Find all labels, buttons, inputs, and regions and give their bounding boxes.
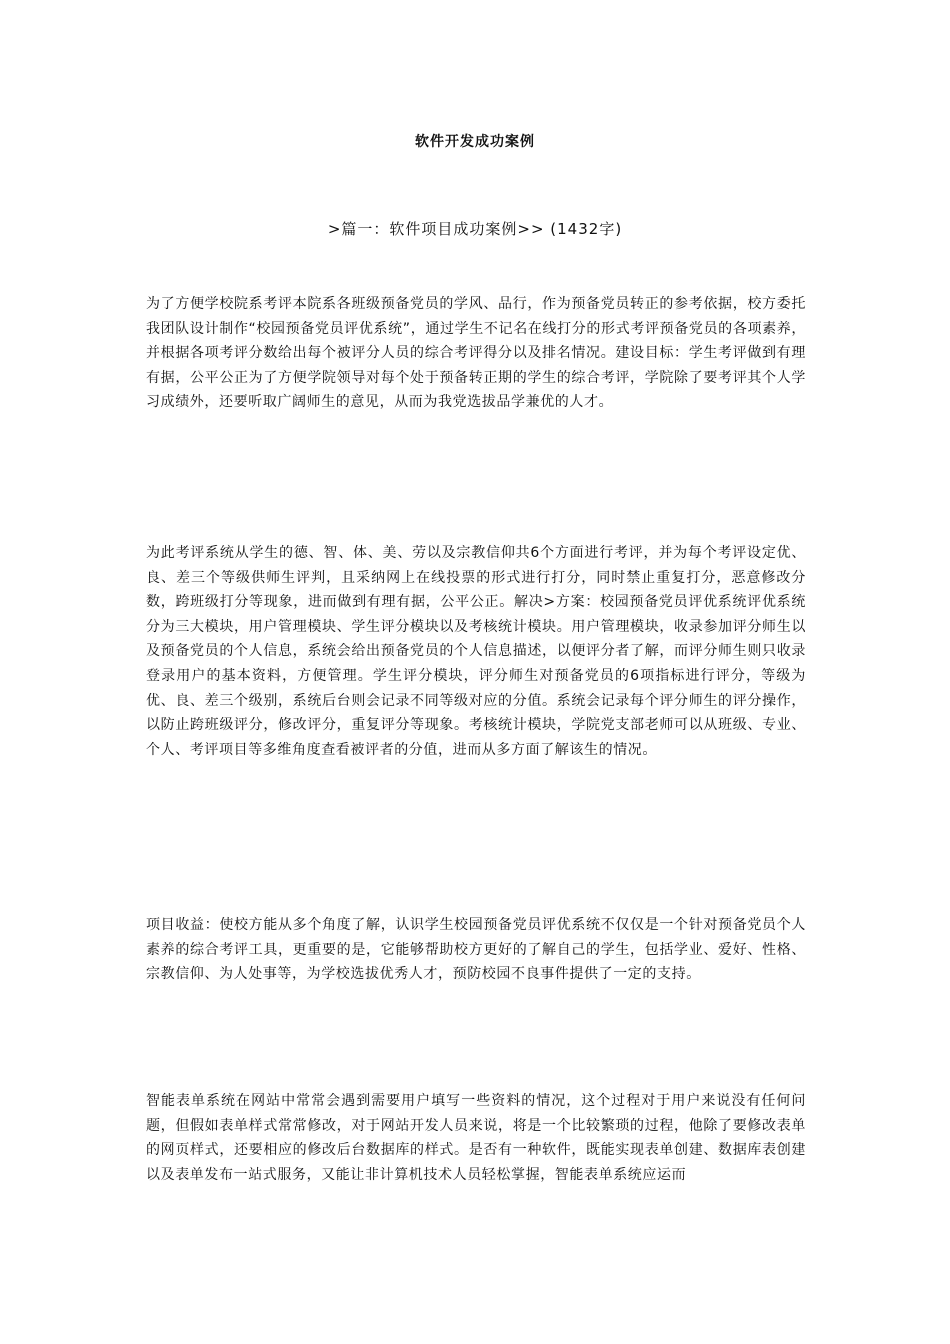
paragraph-solution: 为此考评系统从学生的德、智、体、美、劳以及宗教信仰共6个方面进行考评，并为每个考评设定优、良、差三个等级供师生评判，且采纳网上在线投票的形式进行打分，同时禁止重复打分，恶意修改分数，跨班级打分等现象，进而做到有理有据，公平公正。解决>方案：校园预备党员评优系统评优系统分为三大模块，用户管理模块、学生评分模块以及考核统计模块。用户管理模块，收录参加评分师生以及预备党员的个人信息，系统会给出预备党员的个人信息描述，以便评分者了解，而评分师生则只收录登录用户的基本资料，方便管理。学生评分模块，评分师生对预备党员的6项指标进行评分，等级为优、良、差三个级别，系统后台则会记录不同等级对应的分值。系统会记录每个评分师生的评分操作，以防止跨班级评分，修改评分，重复评分等现象。考核统计模块，学院党支部老师可以从班级、专业、个人、考评项目等多维角度查看被评者的分值，进而从多方面了解该生的情况。 — [146, 545, 806, 758]
paragraph-benefits: 项目收益：使校方能从多个角度了解，认识学生校园预备党员评优系统不仅仅是一个针对预备党员个人素养的综合考评工具，更重要的是，它能够帮助校方更好的了解自己的学生，包括学业、爱好、性格、宗教信仰、为人处事等，为学校选拔优秀人才，预防校园不良事件提供了一定的支持。 — [146, 917, 806, 983]
document-title: 软件开发成功案例 — [415, 134, 535, 150]
paragraph-smart-form: 智能表单系统在网站中常常会遇到需要用户填写一些资料的情况，这个过程对于用户来说没有任何问题，但假如表单样式常常修改，对于网站开发人员来说，将是一个比较繁琐的过程，他除了要修改表单的网页样式，还要相应的修改后台数据库的样式。是否有一种软件，既能实现表单创建、数据库表创建以及表单发布一站式服务，又能让非计算机技术人员轻松掌握，智能表单系统应运而 — [146, 1093, 806, 1183]
paragraph-background: 为了方便学校院系考评本院系各班级预备党员的学风、品行，作为预备党员转正的参考依据，校方委托我团队设计制作“校园预备党员评优系统”，通过学生不记名在线打分的形式考评预备党员的各项素养，并根据各项考评分数给出每个被评分人员的综合考评得分以及排名情况。建设目标：学生考评做到有理有据，公平公正为了方便学院领导对每个处于预备转正期的学生的综合考评，学院除了要考评其个人学习成绩外，还要听取广阔师生的意见，从而为我党选拔品学兼优的人才。 — [146, 296, 806, 411]
section-subtitle: >篇一：软件项目成功案例>> (1432字) — [327, 220, 623, 238]
